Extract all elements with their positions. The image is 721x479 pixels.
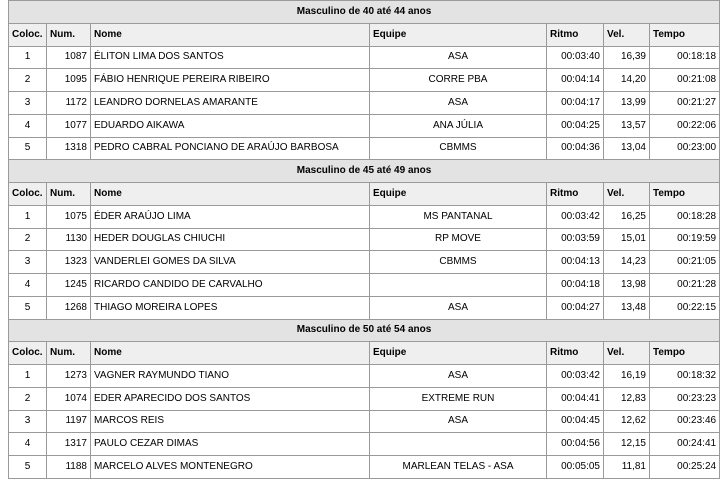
column-header-ritmo: Ritmo: [547, 342, 604, 365]
cell-vel: 14,23: [604, 251, 650, 274]
cell-vel: 13,57: [604, 114, 650, 137]
cell-nome: VANDERLEI GOMES DA SILVA: [91, 251, 370, 274]
cell-coloc: 2: [9, 69, 47, 92]
cell-ritmo: 00:03:42: [547, 365, 604, 388]
column-header-num: Num.: [47, 23, 91, 46]
cell-tempo: 00:22:06: [650, 114, 720, 137]
cell-nome: MARCOS REIS: [91, 410, 370, 433]
cell-coloc: 2: [9, 228, 47, 251]
cell-ritmo: 00:04:45: [547, 410, 604, 433]
column-header-coloc: Coloc.: [9, 183, 47, 206]
cell-vel: 13,04: [604, 137, 650, 160]
cell-equipe: ASA: [370, 410, 547, 433]
table-row: [9, 137, 720, 160]
column-header-row: [9, 23, 720, 46]
cell-equipe: CBMMS: [370, 137, 547, 160]
cell-tempo: 00:18:28: [650, 205, 720, 228]
cell-tempo: 00:21:05: [650, 251, 720, 274]
table-row: [9, 46, 720, 69]
cell-coloc: 1: [9, 365, 47, 388]
column-header-coloc: Coloc.: [9, 342, 47, 365]
section-title: Masculino de 40 até 44 anos: [9, 1, 720, 24]
cell-vel: 12,62: [604, 410, 650, 433]
cell-vel: 13,98: [604, 274, 650, 297]
cell-tempo: 00:19:59: [650, 228, 720, 251]
cell-nome: PAULO CEZAR DIMAS: [91, 433, 370, 456]
cell-vel: 11,81: [604, 456, 650, 479]
cell-tempo: 00:23:00: [650, 137, 720, 160]
cell-nome: VAGNER RAYMUNDO TIANO: [91, 365, 370, 388]
column-header-tempo: Tempo: [650, 342, 720, 365]
column-header-equipe: Equipe: [370, 183, 547, 206]
table-row: [9, 114, 720, 137]
cell-tempo: 00:21:08: [650, 69, 720, 92]
table-row: [9, 274, 720, 297]
table-row: [9, 387, 720, 410]
cell-coloc: 5: [9, 296, 47, 319]
cell-tempo: 00:22:15: [650, 296, 720, 319]
cell-nome: ÉLITON LIMA DOS SANTOS: [91, 46, 370, 69]
cell-ritmo: 00:04:27: [547, 296, 604, 319]
cell-num: 1130: [47, 228, 91, 251]
cell-ritmo: 00:04:14: [547, 69, 604, 92]
cell-equipe: ASA: [370, 46, 547, 69]
table-row: [9, 296, 720, 319]
cell-vel: 14,20: [604, 69, 650, 92]
cell-vel: 16,25: [604, 205, 650, 228]
cell-coloc: 5: [9, 456, 47, 479]
cell-coloc: 3: [9, 92, 47, 115]
table-row: [9, 410, 720, 433]
cell-ritmo: 00:03:59: [547, 228, 604, 251]
cell-vel: 12,83: [604, 387, 650, 410]
cell-ritmo: 00:04:36: [547, 137, 604, 160]
cell-coloc: 1: [9, 205, 47, 228]
table-row: [9, 228, 720, 251]
column-header-equipe: Equipe: [370, 23, 547, 46]
cell-ritmo: 00:04:13: [547, 251, 604, 274]
cell-ritmo: 00:04:17: [547, 92, 604, 115]
table-row: [9, 205, 720, 228]
cell-tempo: 00:21:28: [650, 274, 720, 297]
cell-num: 1095: [47, 69, 91, 92]
cell-num: 1188: [47, 456, 91, 479]
column-header-num: Num.: [47, 342, 91, 365]
cell-coloc: 5: [9, 137, 47, 160]
cell-nome: FÁBIO HENRIQUE PEREIRA RIBEIRO: [91, 69, 370, 92]
cell-coloc: 1: [9, 46, 47, 69]
column-header-row: [9, 183, 720, 206]
cell-ritmo: 00:03:40: [547, 46, 604, 69]
cell-num: 1087: [47, 46, 91, 69]
cell-tempo: 00:23:23: [650, 387, 720, 410]
section-title: Masculino de 45 até 49 anos: [9, 160, 720, 183]
cell-nome: ÉDER ARAÚJO LIMA: [91, 205, 370, 228]
results-body: [9, 1, 720, 479]
column-header-equipe: Equipe: [370, 342, 547, 365]
cell-nome: THIAGO MOREIRA LOPES: [91, 296, 370, 319]
column-header-ritmo: Ritmo: [547, 183, 604, 206]
cell-nome: LEANDRO DORNELAS AMARANTE: [91, 92, 370, 115]
cell-equipe: RP MOVE: [370, 228, 547, 251]
column-header-vel: Vel.: [604, 183, 650, 206]
cell-equipe: CBMMS: [370, 251, 547, 274]
cell-equipe: ASA: [370, 92, 547, 115]
cell-tempo: 00:18:18: [650, 46, 720, 69]
section-title-row: [9, 160, 720, 183]
table-row: [9, 365, 720, 388]
cell-ritmo: 00:03:42: [547, 205, 604, 228]
column-header-vel: Vel.: [604, 23, 650, 46]
column-header-coloc: Coloc.: [9, 23, 47, 46]
cell-equipe: MARLEAN TELAS - ASA: [370, 456, 547, 479]
section-title-row: [9, 1, 720, 24]
column-header-tempo: Tempo: [650, 183, 720, 206]
table-row: [9, 433, 720, 456]
column-header-row: [9, 342, 720, 365]
cell-num: 1323: [47, 251, 91, 274]
column-header-vel: Vel.: [604, 342, 650, 365]
cell-equipe: ANA JÚLIA: [370, 114, 547, 137]
cell-coloc: 2: [9, 387, 47, 410]
results-table: [8, 0, 720, 479]
cell-coloc: 3: [9, 410, 47, 433]
cell-num: 1268: [47, 296, 91, 319]
cell-num: 1172: [47, 92, 91, 115]
cell-equipe: ASA: [370, 365, 547, 388]
table-row: [9, 456, 720, 479]
cell-num: 1077: [47, 114, 91, 137]
cell-num: 1075: [47, 205, 91, 228]
cell-vel: 13,99: [604, 92, 650, 115]
cell-tempo: 00:23:46: [650, 410, 720, 433]
cell-ritmo: 00:05:05: [547, 456, 604, 479]
table-row: [9, 92, 720, 115]
cell-num: 1317: [47, 433, 91, 456]
cell-tempo: 00:21:27: [650, 92, 720, 115]
cell-equipe: [370, 274, 547, 297]
cell-num: 1197: [47, 410, 91, 433]
table-row: [9, 251, 720, 274]
cell-nome: HEDER DOUGLAS CHIUCHI: [91, 228, 370, 251]
cell-equipe: [370, 433, 547, 456]
cell-ritmo: 00:04:41: [547, 387, 604, 410]
cell-vel: 13,48: [604, 296, 650, 319]
cell-coloc: 4: [9, 114, 47, 137]
cell-num: 1318: [47, 137, 91, 160]
cell-equipe: CORRE PBA: [370, 69, 547, 92]
column-header-nome: Nome: [91, 342, 370, 365]
column-header-ritmo: Ritmo: [547, 23, 604, 46]
section-title: Masculino de 50 até 54 anos: [9, 319, 720, 342]
cell-num: 1245: [47, 274, 91, 297]
cell-coloc: 4: [9, 274, 47, 297]
cell-coloc: 4: [9, 433, 47, 456]
cell-vel: 12,15: [604, 433, 650, 456]
column-header-nome: Nome: [91, 183, 370, 206]
cell-vel: 16,39: [604, 46, 650, 69]
column-header-num: Num.: [47, 183, 91, 206]
cell-ritmo: 00:04:56: [547, 433, 604, 456]
cell-vel: 15,01: [604, 228, 650, 251]
cell-equipe: ASA: [370, 296, 547, 319]
cell-nome: RICARDO CANDIDO DE CARVALHO: [91, 274, 370, 297]
cell-nome: EDUARDO AIKAWA: [91, 114, 370, 137]
cell-equipe: MS PANTANAL: [370, 205, 547, 228]
cell-vel: 16,19: [604, 365, 650, 388]
cell-tempo: 00:25:24: [650, 456, 720, 479]
cell-nome: EDER APARECIDO DOS SANTOS: [91, 387, 370, 410]
cell-ritmo: 00:04:25: [547, 114, 604, 137]
cell-nome: PEDRO CABRAL PONCIANO DE ARAÚJO BARBOSA: [91, 137, 370, 160]
cell-num: 1273: [47, 365, 91, 388]
section-title-row: [9, 319, 720, 342]
cell-num: 1074: [47, 387, 91, 410]
cell-nome: MARCELO ALVES MONTENEGRO: [91, 456, 370, 479]
column-header-nome: Nome: [91, 23, 370, 46]
cell-equipe: EXTREME RUN: [370, 387, 547, 410]
column-header-tempo: Tempo: [650, 23, 720, 46]
cell-tempo: 00:24:41: [650, 433, 720, 456]
cell-tempo: 00:18:32: [650, 365, 720, 388]
cell-coloc: 3: [9, 251, 47, 274]
table-row: [9, 69, 720, 92]
cell-ritmo: 00:04:18: [547, 274, 604, 297]
